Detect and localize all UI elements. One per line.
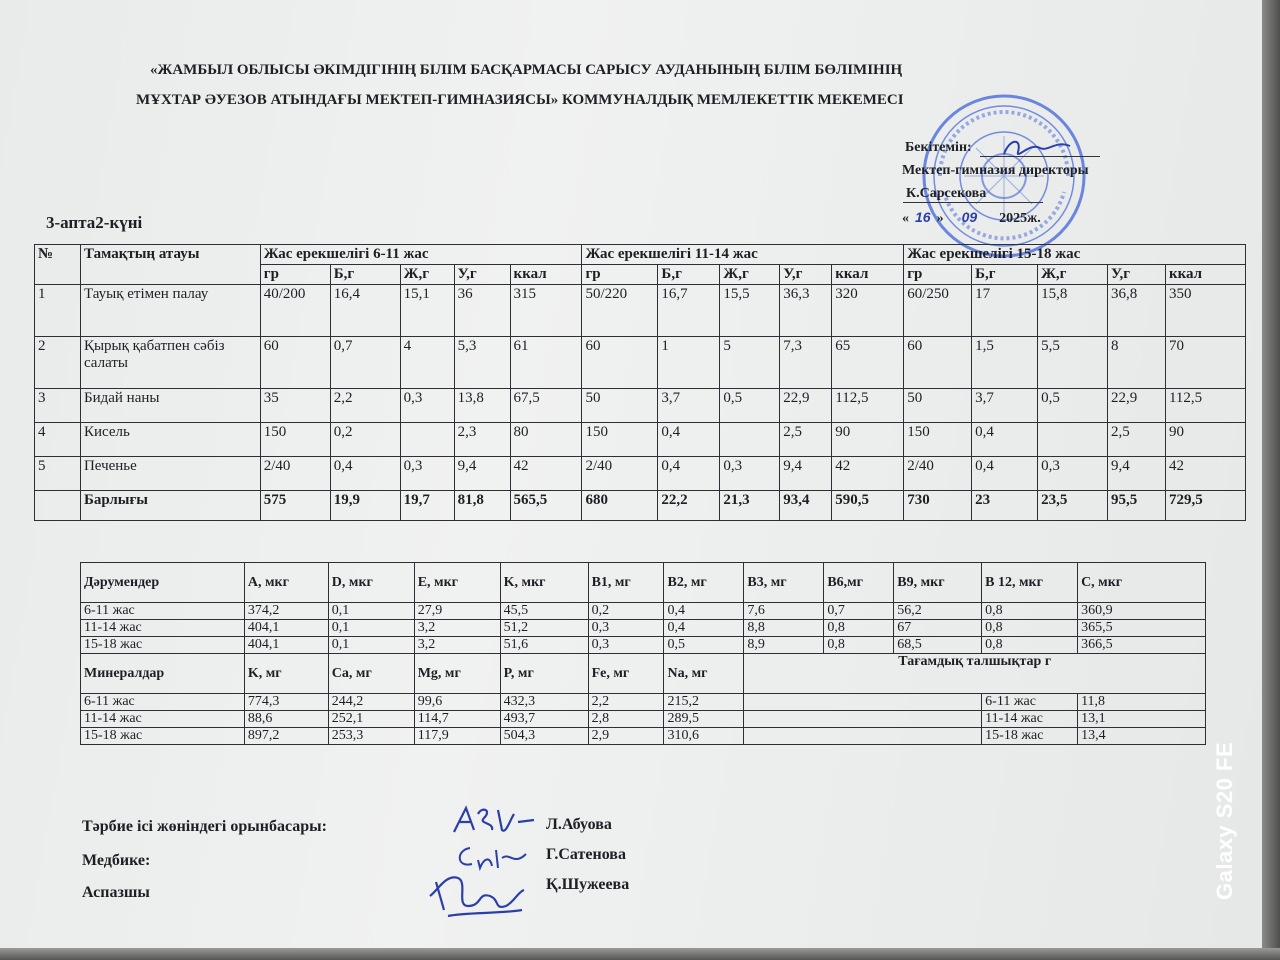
mineral-header: Mg, мг	[414, 654, 500, 694]
mineral-cell: 253,3	[328, 728, 414, 745]
mineral-cell: 215,2	[664, 694, 744, 711]
row-number: 5	[35, 457, 81, 491]
menu-table	[34, 244, 1246, 521]
row-number: 4	[35, 423, 81, 457]
fiber-age: 11-14 жас	[982, 711, 1078, 728]
nutrient-cell: 4	[400, 337, 454, 389]
vitamin-cell: 7,6	[744, 603, 824, 620]
vitamin-row	[81, 637, 1206, 654]
nutrient-cell: 3,7	[658, 389, 720, 423]
nutrient-cell: 2,5	[1107, 423, 1165, 457]
nutrient-cell: 5,5	[1038, 337, 1108, 389]
deputy-signature	[448, 800, 538, 840]
nutrient-cell: 150	[260, 423, 330, 457]
total-cell: 590,5	[832, 491, 904, 521]
nutrient-cell: 0,5	[720, 389, 780, 423]
nutrient-cell: 22,9	[1107, 389, 1165, 423]
age-label: 11-14 жас	[81, 711, 245, 728]
menu-row	[35, 457, 1246, 491]
mineral-row	[81, 728, 1206, 745]
subheader-cell: Ж,г	[1038, 265, 1108, 285]
vitamin-cell: 51,6	[500, 637, 588, 654]
vitamin-header: D, мкг	[328, 563, 414, 603]
subheader-cell: У,г	[1107, 265, 1165, 285]
vitamin-cell: 0,4	[664, 620, 744, 637]
nutrient-cell: 50	[582, 389, 658, 423]
mineral-header: P, мг	[500, 654, 588, 694]
nutrient-cell: 15,8	[1038, 285, 1108, 337]
nutrient-cell: 50/220	[582, 285, 658, 337]
signature-role-nurse: Медбике:	[82, 852, 151, 869]
total-cell: 81,8	[454, 491, 510, 521]
date-open: «	[902, 211, 909, 226]
row-number: 2	[35, 337, 81, 389]
vitamin-header: B 12, мкг	[982, 563, 1078, 603]
nutrient-cell: 36	[454, 285, 510, 337]
menu-row	[35, 423, 1246, 457]
vitamin-cell: 45,5	[500, 603, 588, 620]
nutrient-cell: 70	[1165, 337, 1245, 389]
blank-cell	[744, 711, 982, 728]
vitamin-cell: 3,2	[414, 637, 500, 654]
vitamin-cell: 365,5	[1078, 620, 1206, 637]
nutrient-cell: 50	[904, 389, 972, 423]
vitamin-cell: 0,8	[982, 620, 1078, 637]
nutrient-cell: 60	[582, 337, 658, 389]
vitamin-cell: 404,1	[244, 637, 328, 654]
date-month: 09	[961, 209, 978, 225]
vitamin-cell: 0,3	[588, 637, 664, 654]
total-cell: 23,5	[1038, 491, 1108, 521]
nutrient-cell: 7,3	[780, 337, 832, 389]
vitamin-header: B1, мг	[588, 563, 664, 603]
fiber-value: 11,8	[1078, 694, 1206, 711]
vitamin-cell: 0,5	[664, 637, 744, 654]
subheader-cell: Б,г	[330, 265, 400, 285]
vitamin-cell: 3,2	[414, 620, 500, 637]
total-cell: 23	[972, 491, 1038, 521]
subheader-cell: У,г	[454, 265, 510, 285]
vitamin-cell: 8,9	[744, 637, 824, 654]
dish-name: Бидай наны	[80, 389, 260, 423]
dish-name: Тауық етімен палау	[80, 285, 260, 337]
mineral-cell: 2,9	[588, 728, 664, 745]
total-cell: 729,5	[1165, 491, 1245, 521]
vitamin-header: B9, мкг	[894, 563, 982, 603]
signature-role-cook: Аспазшы	[82, 884, 150, 901]
approval-title: Бекітемін:	[905, 140, 972, 155]
mineral-cell: 289,5	[664, 711, 744, 728]
nutrient-cell: 60	[904, 337, 972, 389]
vitamin-header: B6,мг	[824, 563, 894, 603]
date-day: 16	[915, 209, 931, 225]
nutrient-cell: 9,4	[454, 457, 510, 491]
nutrient-cell: 65	[832, 337, 904, 389]
fiber-age: 6-11 жас	[982, 694, 1078, 711]
subheader-cell: Ж,г	[400, 265, 454, 285]
approval-role: Мектеп-гимназия директоры	[902, 163, 1089, 178]
blank-cell	[744, 694, 982, 711]
nutrient-cell: 0,4	[658, 457, 720, 491]
group-header-11-14: Жас ерекшелігі 11-14 жас	[582, 245, 904, 265]
total-cell: 21,3	[720, 491, 780, 521]
nutrient-cell: 0,3	[400, 389, 454, 423]
fiber-header: Тағамдық талшықтар г	[744, 654, 1206, 694]
mineral-cell: 493,7	[500, 711, 588, 728]
nutrient-cell: 2/40	[582, 457, 658, 491]
nutrient-cell: 2/40	[904, 457, 972, 491]
day-label: 3-апта2-күні	[46, 213, 143, 232]
total-cell: 680	[582, 491, 658, 521]
vitamin-cell: 0,8	[824, 637, 894, 654]
vitamin-cell: 0,2	[588, 603, 664, 620]
vitamin-cell: 68,5	[894, 637, 982, 654]
mineral-cell: 252,1	[328, 711, 414, 728]
fiber-age: 15-18 жас	[982, 728, 1078, 745]
nutrient-cell: 9,4	[780, 457, 832, 491]
nutrient-cell: 0,2	[330, 423, 400, 457]
nutrient-cell: 60	[260, 337, 330, 389]
vitamin-header: Дәрумендер	[81, 563, 245, 603]
mineral-cell: 2,8	[588, 711, 664, 728]
date-mid: »	[936, 211, 944, 226]
vitamin-cell: 0,8	[982, 603, 1078, 620]
approval-name: К.Сарсекова	[906, 186, 987, 201]
nutrient-cell	[400, 423, 454, 457]
nutrient-cell: 1,5	[972, 337, 1038, 389]
nutrient-cell: 2,2	[330, 389, 400, 423]
vitamin-cell: 0,3	[588, 620, 664, 637]
vitamin-cell: 366,5	[1078, 637, 1206, 654]
group-header-15-18: Жас ерекшелігі 15-18 жас	[904, 245, 1246, 265]
subheader-cell: У,г	[780, 265, 832, 285]
mineral-cell: 504,3	[500, 728, 588, 745]
vitamin-header: E, мкг	[414, 563, 500, 603]
vitamin-header: K, мкг	[500, 563, 588, 603]
nutrient-cell: 0,3	[1038, 457, 1108, 491]
vitamin-header: B2, мг	[664, 563, 744, 603]
vitamin-cell: 56,2	[894, 603, 982, 620]
nutrient-cell: 80	[510, 423, 582, 457]
nutrient-cell: 35	[260, 389, 330, 423]
nutrient-cell: 90	[832, 423, 904, 457]
row-number: 3	[35, 389, 81, 423]
page-edge-shadow	[1262, 0, 1280, 960]
total-label: Барлығы	[80, 491, 260, 521]
nutrient-cell: 112,5	[1165, 389, 1245, 423]
age-label: 11-14 жас	[81, 620, 245, 637]
nutrient-cell: 5	[720, 337, 780, 389]
vitamin-cell: 27,9	[414, 603, 500, 620]
menu-no-header: №	[35, 245, 81, 285]
nutrient-cell: 0,4	[658, 423, 720, 457]
nutrient-cell: 0,3	[400, 457, 454, 491]
nutrient-cell: 350	[1165, 285, 1245, 337]
nutrient-cell: 0,4	[330, 457, 400, 491]
vitamin-row	[81, 620, 1206, 637]
signature-role-deputy: Тәрбие ісі жөніндегі орынбасары:	[82, 818, 327, 835]
blank-cell	[744, 728, 982, 745]
approval-name-line	[903, 202, 1043, 203]
nutrient-cell: 8	[1107, 337, 1165, 389]
nutrient-cell	[1038, 423, 1108, 457]
signature-name-deputy: Л.Абуова	[546, 816, 612, 833]
nutrient-cell: 40/200	[260, 285, 330, 337]
subheader-cell: ккал	[510, 265, 582, 285]
vitamin-cell: 0,1	[328, 637, 414, 654]
fiber-value: 13,1	[1078, 711, 1206, 728]
menu-header-row	[35, 245, 1246, 265]
group-header-6-11: Жас ерекшелігі 6-11 жас	[260, 245, 582, 265]
nutrient-cell: 150	[904, 423, 972, 457]
nutrient-cell: 0,5	[1038, 389, 1108, 423]
total-cell: 575	[260, 491, 330, 521]
vitamin-cell: 360,9	[1078, 603, 1206, 620]
total-cell: 730	[904, 491, 972, 521]
menu-row	[35, 285, 1246, 337]
nutrient-cell: 0,3	[720, 457, 780, 491]
vitamin-header: B3, мг	[744, 563, 824, 603]
menu-total-row	[35, 491, 1246, 521]
vitamin-cell: 8,8	[744, 620, 824, 637]
subheader-cell: гр	[904, 265, 972, 285]
nutrient-cell: 0,4	[972, 457, 1038, 491]
camera-watermark	[1182, 720, 1237, 910]
nutrient-cell: 1	[658, 337, 720, 389]
nutrient-cell: 112,5	[832, 389, 904, 423]
nutrient-cell: 67,5	[510, 389, 582, 423]
age-label: 15-18 жас	[81, 637, 245, 654]
approval-date	[902, 209, 1041, 227]
vitamin-cell: 404,1	[244, 620, 328, 637]
total-cell: 22,2	[658, 491, 720, 521]
vitamin-cell: 0,1	[328, 603, 414, 620]
nutrient-cell: 16,7	[658, 285, 720, 337]
subheader-cell: гр	[582, 265, 658, 285]
mineral-cell: 244,2	[328, 694, 414, 711]
subheader-cell: Б,г	[658, 265, 720, 285]
date-year: 2025ж.	[999, 211, 1041, 226]
total-cell: 565,5	[510, 491, 582, 521]
dish-name: Қырық қабатпен сәбіз салаты	[80, 337, 260, 389]
nutrient-cell: 42	[510, 457, 582, 491]
page-bottom-shadow	[0, 948, 1280, 960]
vitamin-cell: 0,4	[664, 603, 744, 620]
subheader-cell: Б,г	[972, 265, 1038, 285]
vitamin-cell: 0,8	[824, 620, 894, 637]
vitamins-minerals-table	[80, 562, 1206, 745]
mineral-cell: 2,2	[588, 694, 664, 711]
vitamins-header-row	[81, 563, 1206, 603]
nutrient-cell: 0,4	[972, 423, 1038, 457]
mineral-header: Na, мг	[664, 654, 744, 694]
total-cell: 95,5	[1107, 491, 1165, 521]
header-line-1: «ЖАМБЫЛ ОБЛЫСЫ ӘКІМДІГІНІҢ БІЛІМ БАСҚАРМАСЫ САРЫСУ АУДАНЫНЫҢ БІЛІМ БӨЛІМІНІҢ	[150, 62, 903, 78]
dish-name: Кисель	[80, 423, 260, 457]
age-label: 15-18 жас	[81, 728, 245, 745]
mineral-cell: 99,6	[414, 694, 500, 711]
signature-name-cook: Қ.Шужеева	[546, 876, 630, 893]
nutrient-cell	[720, 423, 780, 457]
age-label: 6-11 жас	[81, 694, 245, 711]
dish-name: Печенье	[80, 457, 260, 491]
nutrient-cell: 17	[972, 285, 1038, 337]
nutrient-cell: 42	[1165, 457, 1245, 491]
vitamin-cell: 51,2	[500, 620, 588, 637]
nutrient-cell: 15,1	[400, 285, 454, 337]
nutrient-cell: 90	[1165, 423, 1245, 457]
mineral-cell: 114,7	[414, 711, 500, 728]
nutrient-cell: 0,7	[330, 337, 400, 389]
mineral-header: Fe, мг	[588, 654, 664, 694]
vitamin-header: C, мкг	[1078, 563, 1206, 603]
nutrient-cell: 150	[582, 423, 658, 457]
director-signature	[1000, 134, 1080, 164]
mineral-cell: 897,2	[244, 728, 328, 745]
nutrient-cell: 2,3	[454, 423, 510, 457]
nutrient-cell: 9,4	[1107, 457, 1165, 491]
mineral-cell: 117,9	[414, 728, 500, 745]
subheader-cell: гр	[260, 265, 330, 285]
mineral-header: Ca, мг	[328, 654, 414, 694]
age-label: 6-11 жас	[81, 603, 245, 620]
cook-signature	[428, 866, 528, 922]
mineral-header: Минералдар	[81, 654, 245, 694]
nutrient-cell: 60/250	[904, 285, 972, 337]
minerals-header-row	[81, 654, 1206, 694]
total-cell: 19,7	[400, 491, 454, 521]
watermark-text: Galaxy S20 FE	[1212, 741, 1237, 900]
menu-row	[35, 389, 1246, 423]
mineral-header: K, мг	[244, 654, 328, 694]
nutrient-cell: 2,5	[780, 423, 832, 457]
mineral-cell: 774,3	[244, 694, 328, 711]
nutrient-cell: 22,9	[780, 389, 832, 423]
nutrient-cell: 5,3	[454, 337, 510, 389]
vitamin-header: A, мкг	[244, 563, 328, 603]
row-number: 1	[35, 285, 81, 337]
nutrient-cell: 36,8	[1107, 285, 1165, 337]
nutrient-cell: 3,7	[972, 389, 1038, 423]
mineral-row	[81, 711, 1206, 728]
menu-row	[35, 337, 1246, 389]
nutrient-cell: 15,5	[720, 285, 780, 337]
vitamin-cell: 67	[894, 620, 982, 637]
fiber-value: 13,4	[1078, 728, 1206, 745]
mineral-row	[81, 694, 1206, 711]
vitamin-cell: 0,8	[982, 637, 1078, 654]
nutrient-cell: 2/40	[260, 457, 330, 491]
subheader-cell: Ж,г	[720, 265, 780, 285]
vitamin-cell: 374,2	[244, 603, 328, 620]
nutrient-cell: 16,4	[330, 285, 400, 337]
header-line-2: МҰХТАР ӘУЕЗОВ АТЫНДАҒЫ МЕКТЕП-ГИМНАЗИЯСЫ» КОММУНАЛДЫҚ МЕМЛЕКЕТТІК МЕКЕМЕСІ	[136, 92, 904, 108]
vitamin-cell: 0,1	[328, 620, 414, 637]
nutrient-cell: 320	[832, 285, 904, 337]
mineral-cell: 432,3	[500, 694, 588, 711]
mineral-cell: 88,6	[244, 711, 328, 728]
nutrient-cell: 42	[832, 457, 904, 491]
nutrient-cell: 13,8	[454, 389, 510, 423]
total-cell: 93,4	[780, 491, 832, 521]
subheader-cell: ккал	[1165, 265, 1245, 285]
signature-name-nurse: Г.Сатенова	[546, 846, 626, 863]
nutrient-cell: 61	[510, 337, 582, 389]
nutrient-cell: 36,3	[780, 285, 832, 337]
subheader-cell: ккал	[832, 265, 904, 285]
mineral-cell: 310,6	[664, 728, 744, 745]
total-empty-cell	[35, 491, 81, 521]
nutrient-cell: 315	[510, 285, 582, 337]
vitamin-row	[81, 603, 1206, 620]
total-cell: 19,9	[330, 491, 400, 521]
vitamin-cell: 0,7	[824, 603, 894, 620]
menu-name-header: Тамақтың атауы	[80, 245, 260, 285]
